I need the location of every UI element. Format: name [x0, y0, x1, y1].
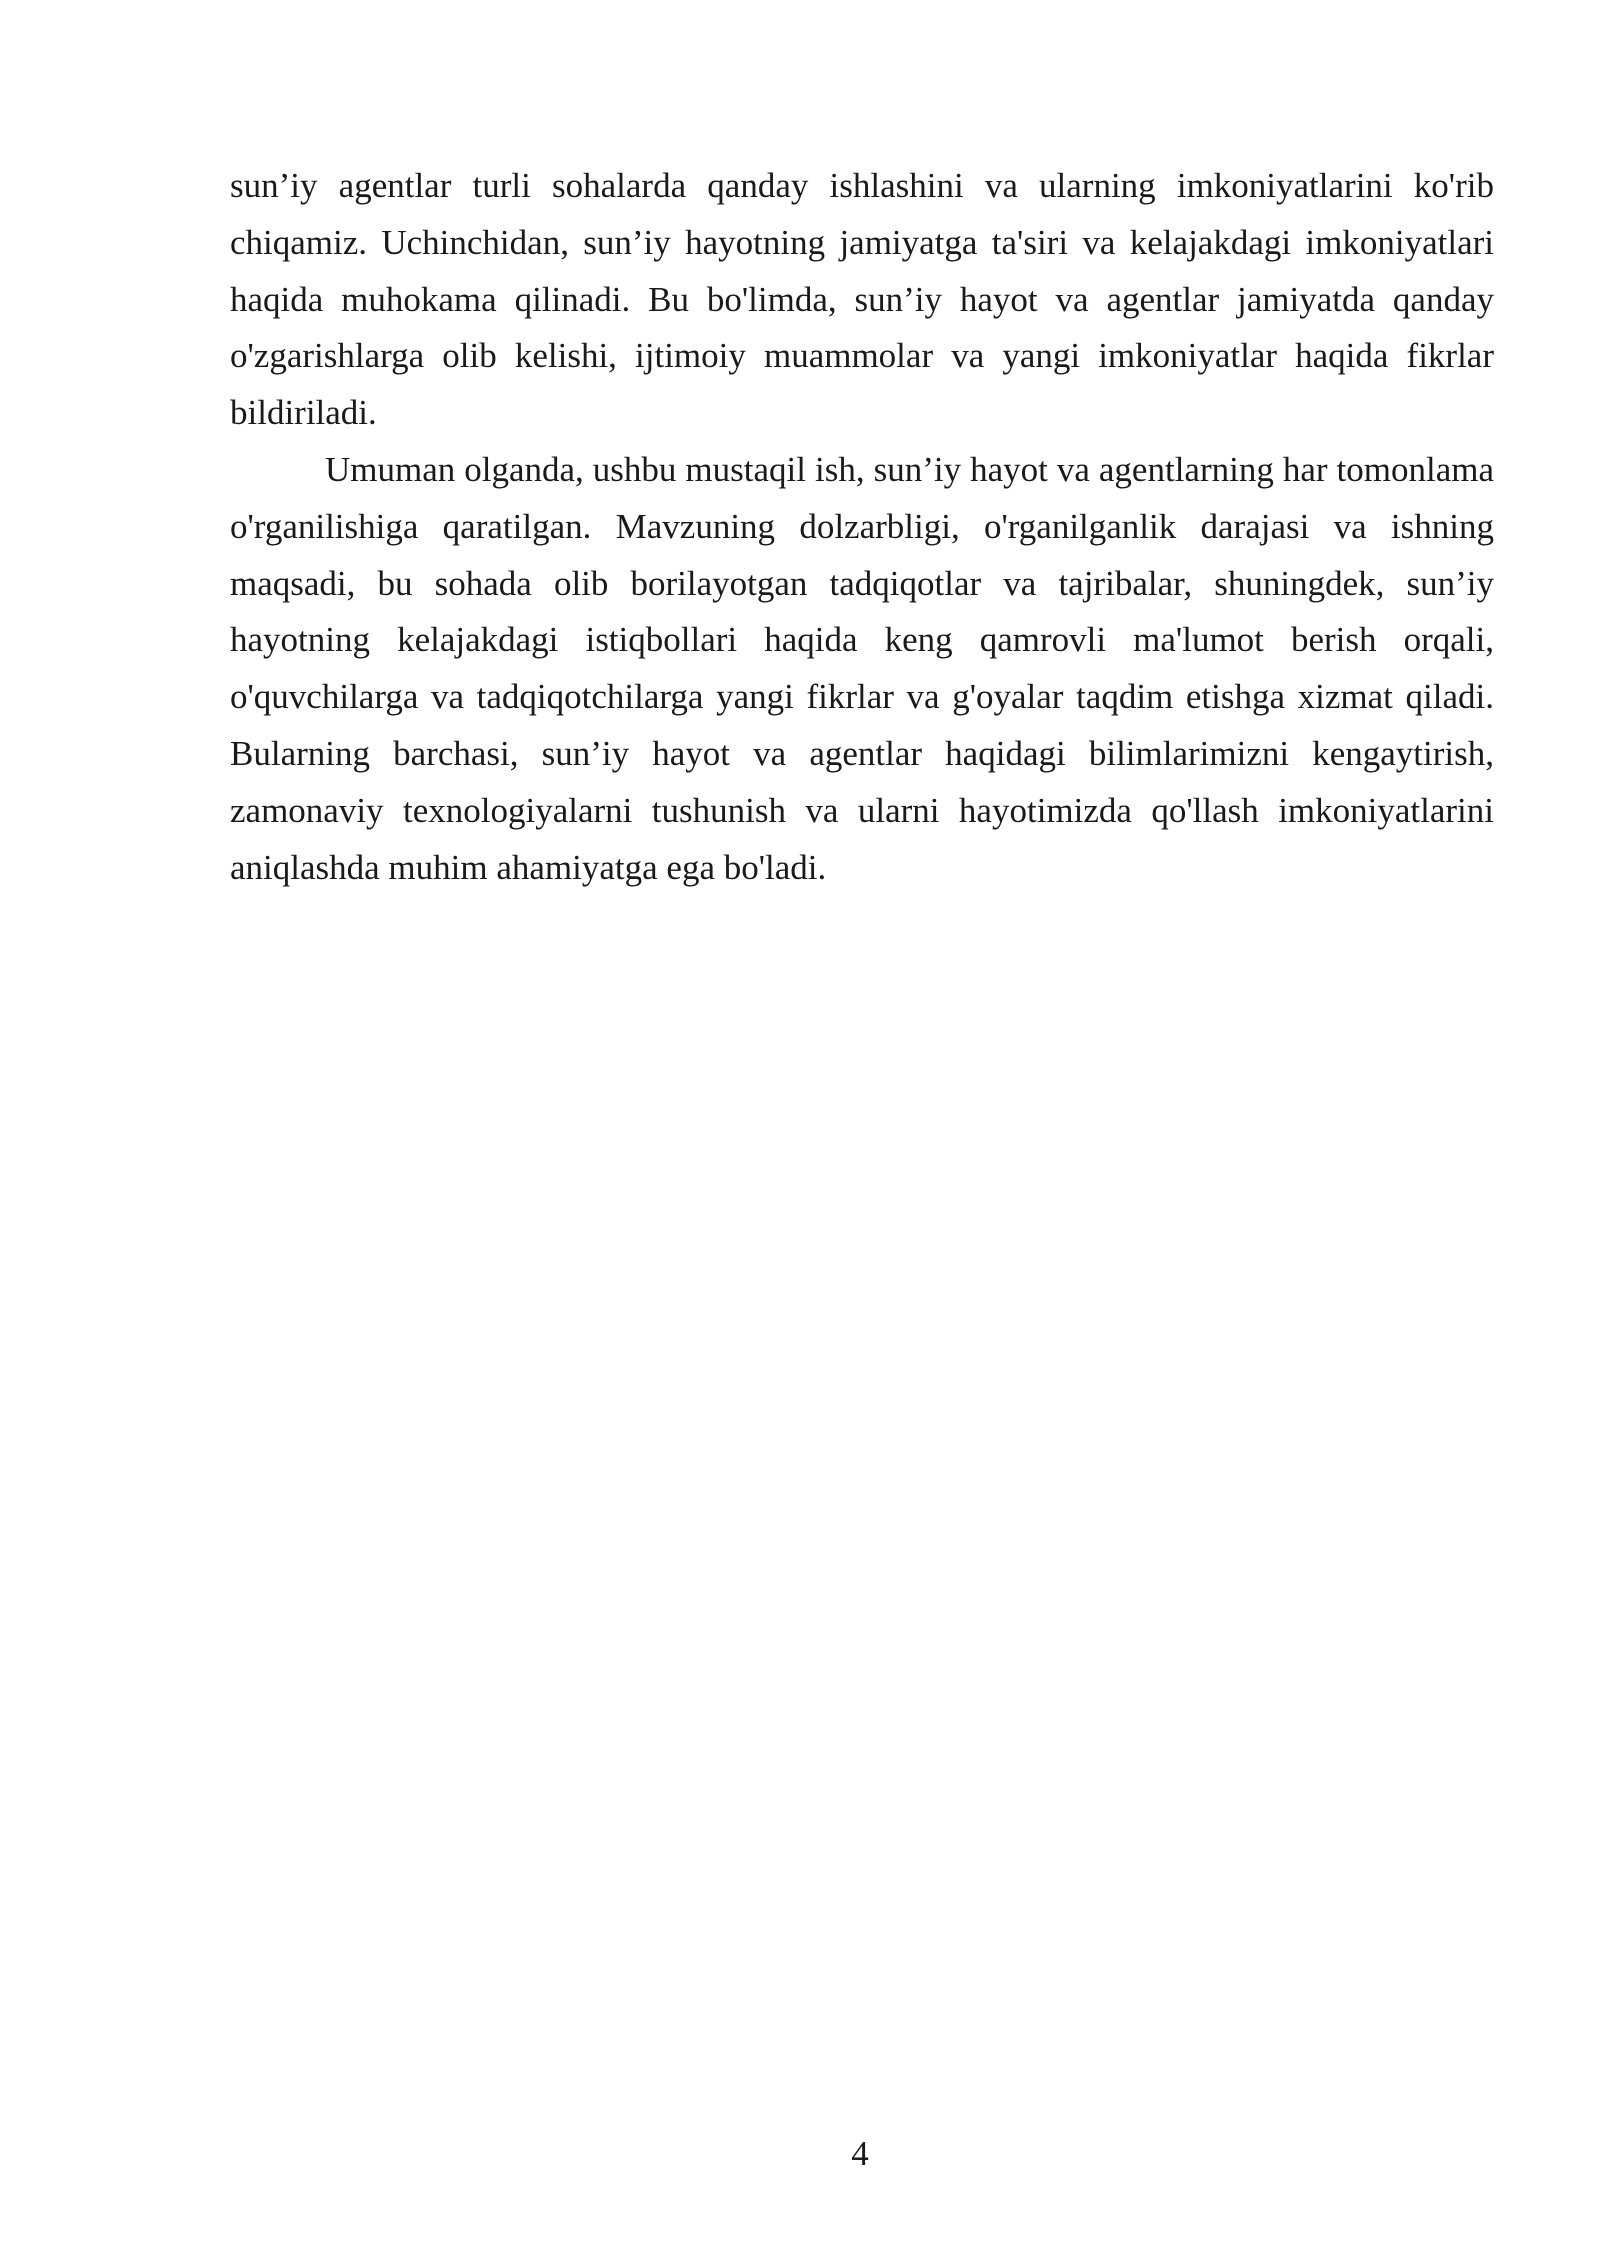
page-number: 4 [851, 2134, 869, 2173]
paragraph-summary: Umuman olganda, ushbu mustaqil ish, sun’iy hayot va agentlarning har tomonlama o'rganilishiga qaratilgan. Mavzuning dolzarbligi, o'rganilganlik darajasi va ishning maqsadi, bu sohada olib borilayotgan tadqiqotlar va tajribalar, shuningdek, sun’iy hayotning kelajakdagi istiqbollari haqida keng qamrovli ma'lumot berish orqali, o'quvchilarga va tadqiqotchilarga yangi fikrlar va g'oyalar taqdim etishga xizmat qiladi. Bularning barchasi, sun’iy hayot va agentlar haqidagi bilimlarimizni kengaytirish, zamonaviy texnologiyalarni tushunish va ularni hayotimizda qo'llash imkoniyatlarini aniqlashda muhim ahamiyatga ega bo'ladi. [230, 449, 1494, 887]
paragraph-continuation: sun’iy agentlar turli sohalarda qanday ishlashini va ularning imkoniyatlarini ko'rib chiqamiz. Uchinchidan, sun’iy hayotning jamiyatga ta'siri va kelajakdagi imkoniyatlari haqida muhokama qilinadi. Bu bo'limda, sun’iy hayot va agentlar jamiyatda qanday o'zgarishlarga olib kelishi, ijtimoiy muammolar va yangi imkoniyatlar haqida fikrlar bildiriladi. [230, 166, 1494, 433]
body-text [230, 158, 1494, 896]
